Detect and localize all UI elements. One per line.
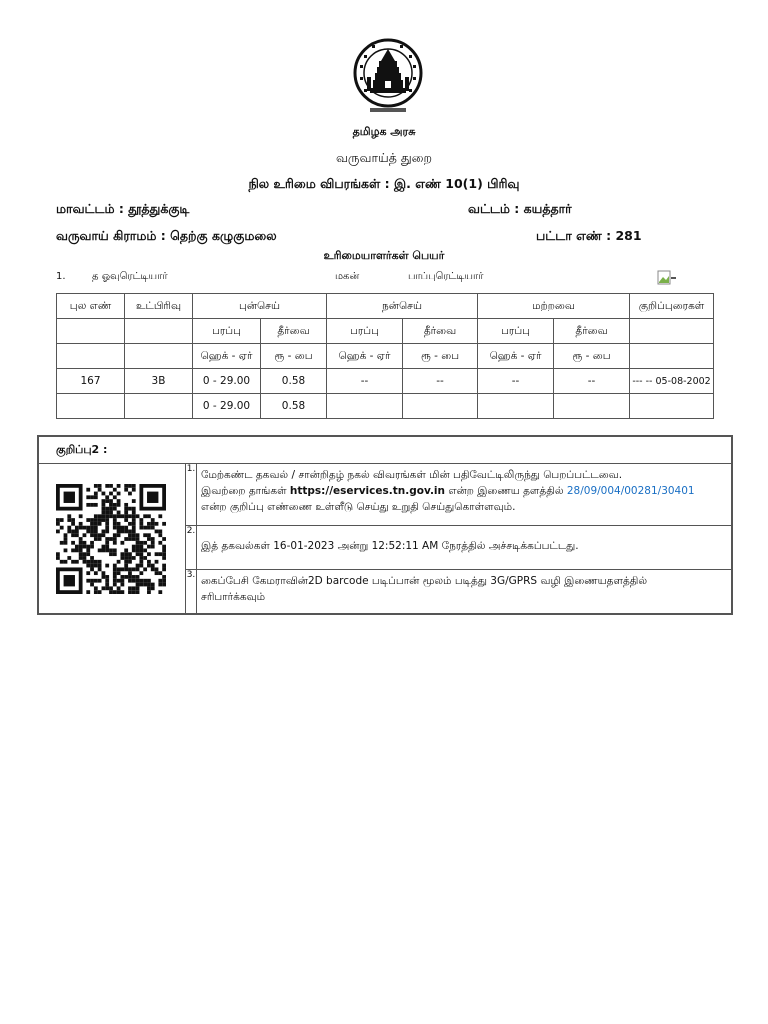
document-title: நில உரிமை விபரங்கள் : இ. எண் 10(1) பிரிவு <box>248 176 520 191</box>
cell-survey-no <box>57 394 125 419</box>
village-row <box>56 228 277 245</box>
owners-heading: உரிமையாளர்கள் பெயர் <box>323 249 445 262</box>
unit-area: ஹெக் - ஏர் <box>327 344 403 369</box>
department-title: வருவாய்த் துறை <box>335 150 433 165</box>
cell-wet-extent: -- <box>327 369 403 394</box>
cell-other-assessment <box>554 394 630 419</box>
cell-dry-assessment: 0.58 <box>261 394 327 419</box>
unit-money: ரூ - பை <box>554 344 630 369</box>
taluk-value: கயத்தார் <box>523 201 572 216</box>
owner-name: த ஓவுரெட்டியார் <box>92 271 168 282</box>
table-units-row <box>57 344 714 369</box>
note-item-2 <box>197 526 733 570</box>
header-dry-land: புன்செய் <box>193 294 327 319</box>
cell-other-assessment: -- <box>554 369 630 394</box>
cell-other-extent: -- <box>478 369 554 394</box>
cell-wet-assessment <box>403 394 478 419</box>
taluk-row <box>468 201 572 218</box>
note-2-line-1: இத் தகவல்கள் 16-01-2023 அன்று 12:52:11 AM நேரத்தில் அச்சடிக்கப்பட்டது. <box>201 540 579 552</box>
cell-subdivision: 3B <box>125 369 193 394</box>
note-3-line-1: கைப்பேசி கேமராவின்2D barcode படிப்பான் மூலம் படித்து 3G/GPRS வழி இணையதளத்தில் <box>201 575 648 587</box>
note-1-line-2: இவற்றை தாங்கள் https://eservices.tn.gov.in என்ற இணைய தளத்தில் 28/09/004/00281/30401 <box>201 485 695 497</box>
patta-label: பட்டா எண் : <box>536 228 612 243</box>
cell-subdivision <box>125 394 193 419</box>
district-row <box>56 201 189 218</box>
patta-value: 281 <box>615 228 642 243</box>
unit-money: ரூ - பை <box>261 344 327 369</box>
cell-dry-assessment: 0.58 <box>261 369 327 394</box>
government-title: தமிழக அரசு <box>352 125 416 138</box>
subheader-extent: பரப்பு <box>327 319 403 344</box>
header-remarks: குறிப்புரைகள் <box>630 294 714 319</box>
cell-remarks <box>630 394 714 419</box>
cell-wet-assessment: -- <box>403 369 478 394</box>
qr-code-image <box>56 484 166 594</box>
eservices-link[interactable]: https://eservices.tn.gov.in <box>289 485 446 497</box>
table-header-row <box>57 294 714 319</box>
header-subdivision: உட்பிரிவு <box>125 294 193 319</box>
owner-number: 1. <box>56 271 66 282</box>
unit-area: ஹெக் - ஏர் <box>193 344 261 369</box>
district-value: தூத்துக்குடி <box>128 201 190 216</box>
village-label: வருவாய் கிராமம் : <box>56 228 166 243</box>
note-1-line-3: என்ற குறிப்பு எண்ணை உள்ளீடு செய்து உறுதி செய்துகொள்ளவும். <box>201 501 516 513</box>
table-row <box>57 369 714 394</box>
tamil-nadu-emblem-logo <box>350 37 426 117</box>
subheader-assessment: தீர்வை <box>261 319 327 344</box>
cell-survey-no: 167 <box>57 369 125 394</box>
note-number: 2. <box>186 526 197 570</box>
broken-image-icon <box>657 270 677 286</box>
note-number: 3. <box>186 570 197 615</box>
note-item-1 <box>197 464 733 526</box>
notes-box <box>37 435 733 615</box>
header-wet-land: நன்செய் <box>327 294 478 319</box>
land-details-table <box>56 293 714 419</box>
cell-dry-extent: 0 - 29.00 <box>193 394 261 419</box>
patta-row <box>536 228 642 245</box>
subheader-assessment: தீர்வை <box>554 319 630 344</box>
cell-remarks: --- -- 05-08-2002 <box>630 369 714 394</box>
note-1-line-1: மேற்கண்ட தகவல் / சான்றிதழ் நகல் விவரங்கள் மின் பதிவேட்டிலிருந்து பெறப்பட்டவை. <box>201 469 623 481</box>
cell-wet-extent <box>327 394 403 419</box>
taluk-label: வட்டம் : <box>468 201 520 216</box>
cell-dry-extent: 0 - 29.00 <box>193 369 261 394</box>
header-other-land: மற்றவை <box>478 294 630 319</box>
note-number: 1. <box>186 464 197 526</box>
subheader-extent: பரப்பு <box>478 319 554 344</box>
village-value: தெற்கு கழுகுமலை <box>170 228 277 243</box>
owner-father-name: பாப்புரெட்டியார் <box>408 271 484 282</box>
reference-number: 28/09/004/00281/30401 <box>566 485 695 497</box>
notes-header <box>39 437 731 464</box>
owner-relation: மகன் <box>335 271 360 282</box>
note-3-line-2: சரிபார்க்கவும் <box>201 591 266 603</box>
cell-other-extent <box>478 394 554 419</box>
unit-money: ரூ - பை <box>403 344 478 369</box>
subheader-assessment: தீர்வை <box>403 319 478 344</box>
subheader-extent: பரப்பு <box>193 319 261 344</box>
table-subheader-row <box>57 319 714 344</box>
header-survey-no: புல எண் <box>57 294 125 319</box>
note-item-3 <box>197 570 733 615</box>
district-label: மாவட்டம் : <box>56 201 124 216</box>
unit-area: ஹெக் - ஏர் <box>478 344 554 369</box>
qr-code-cell <box>39 464 186 615</box>
notes-heading: குறிப்பு2 : <box>56 443 108 456</box>
table-row-total <box>57 394 714 419</box>
